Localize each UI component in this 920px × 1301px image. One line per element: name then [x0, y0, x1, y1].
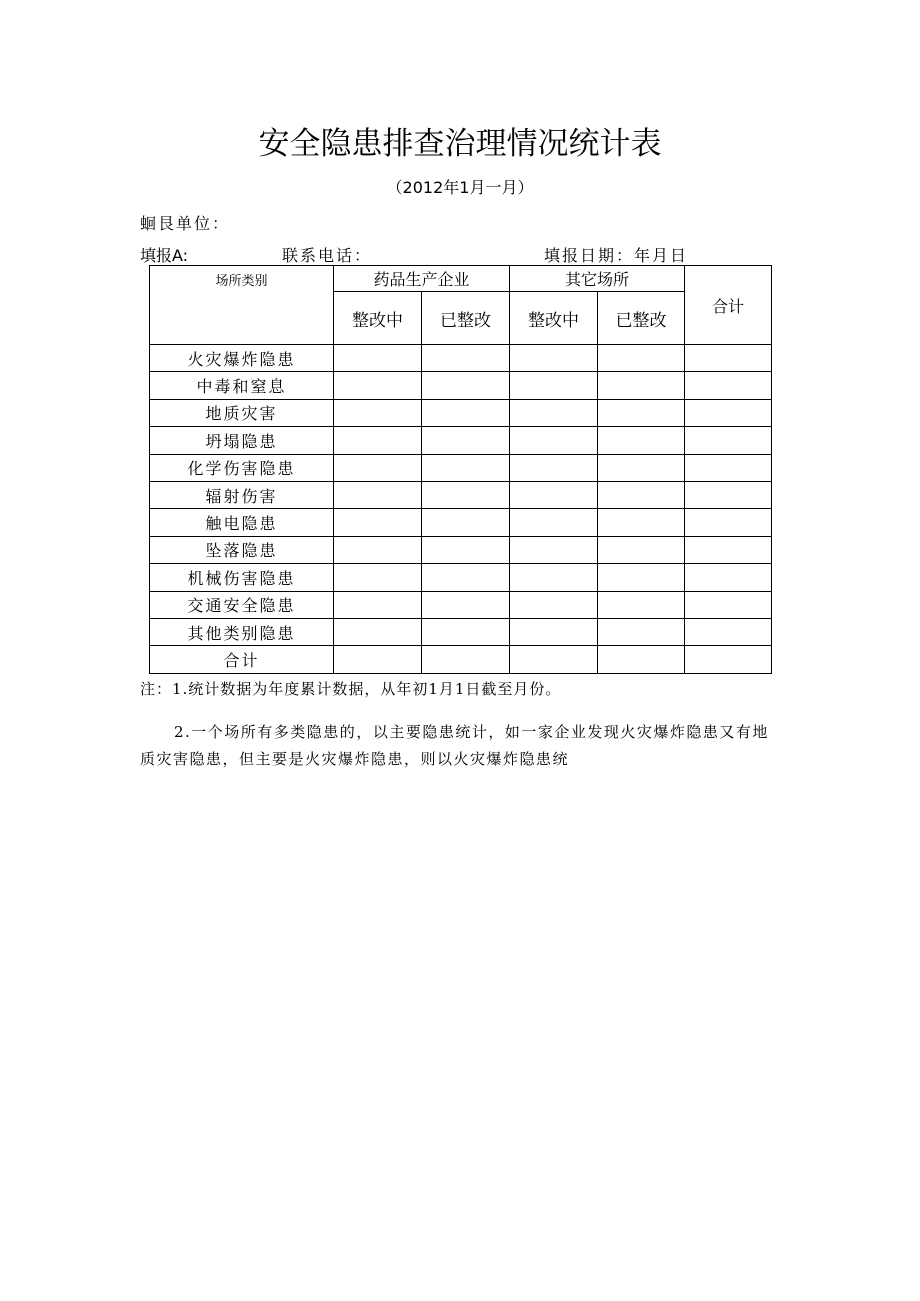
- total-column-header: 合计: [685, 266, 772, 345]
- empty-data-cell[interactable]: [685, 427, 772, 454]
- empty-data-cell[interactable]: [598, 345, 685, 372]
- empty-data-cell[interactable]: [685, 646, 772, 673]
- table-row: [150, 564, 772, 591]
- empty-data-cell[interactable]: [685, 481, 772, 508]
- empty-data-cell[interactable]: [334, 454, 422, 481]
- empty-data-cell[interactable]: [685, 618, 772, 645]
- empty-data-cell[interactable]: [510, 536, 598, 563]
- empty-data-cell[interactable]: [422, 399, 510, 426]
- row-category-label: 坍塌隐患: [150, 427, 334, 454]
- empty-data-cell[interactable]: [510, 427, 598, 454]
- empty-data-cell[interactable]: [510, 345, 598, 372]
- empty-data-cell[interactable]: [685, 372, 772, 399]
- empty-data-cell[interactable]: [422, 618, 510, 645]
- table-body: [150, 345, 772, 674]
- hazard-statistics-table: [149, 265, 772, 674]
- empty-data-cell[interactable]: [685, 509, 772, 536]
- table-row: [150, 345, 772, 372]
- group-header-pharma: 药品生产企业: [334, 266, 510, 292]
- empty-data-cell[interactable]: [598, 509, 685, 536]
- table-row: [150, 509, 772, 536]
- table-row: [150, 591, 772, 618]
- empty-data-cell[interactable]: [598, 536, 685, 563]
- empty-data-cell[interactable]: [598, 454, 685, 481]
- reporter-label: 填报A:: [140, 246, 189, 265]
- row-category-label: 中毒和窒息: [150, 372, 334, 399]
- phone-label: 联系电话：: [282, 246, 373, 265]
- empty-data-cell[interactable]: [422, 372, 510, 399]
- subheader-other-rectified: 已整改: [598, 292, 685, 345]
- row-category-label: 坠落隐患: [150, 536, 334, 563]
- document-title: 安全隐患排查治理情况统计表: [258, 126, 662, 162]
- row-category-label: 地质灾害: [150, 399, 334, 426]
- report-date-label: 填报日期：年月日: [544, 246, 689, 265]
- report-period: （2012年1月一月）: [386, 178, 534, 197]
- table-row: [150, 399, 772, 426]
- table-row: [150, 454, 772, 481]
- empty-data-cell[interactable]: [422, 345, 510, 372]
- empty-data-cell[interactable]: [510, 481, 598, 508]
- empty-data-cell[interactable]: [334, 427, 422, 454]
- row-category-label: 辐射伤害: [150, 481, 334, 508]
- empty-data-cell[interactable]: [422, 509, 510, 536]
- empty-data-cell[interactable]: [334, 646, 422, 673]
- note-2: 2.一个场所有多类隐患的，以主要隐患统计，如一家企业发现火灾爆炸隐患又有地质灾害隐患，但主要是火灾爆炸隐患，则以火灾爆炸隐患统: [140, 723, 769, 768]
- empty-data-cell[interactable]: [510, 591, 598, 618]
- empty-data-cell[interactable]: [334, 536, 422, 563]
- empty-data-cell[interactable]: [510, 618, 598, 645]
- empty-data-cell[interactable]: [510, 509, 598, 536]
- table-row: [150, 646, 772, 673]
- unit-label: 蛔艮单位：: [140, 214, 231, 233]
- empty-data-cell[interactable]: [422, 481, 510, 508]
- corner-header: 场所类别: [150, 266, 334, 345]
- row-category-label: 火灾爆炸隐患: [150, 345, 334, 372]
- row-category-label: 交通安全隐患: [150, 591, 334, 618]
- empty-data-cell[interactable]: [510, 454, 598, 481]
- empty-data-cell[interactable]: [422, 646, 510, 673]
- row-category-label: 合计: [150, 646, 334, 673]
- empty-data-cell[interactable]: [685, 536, 772, 563]
- empty-data-cell[interactable]: [685, 399, 772, 426]
- empty-data-cell[interactable]: [598, 399, 685, 426]
- empty-data-cell[interactable]: [598, 591, 685, 618]
- empty-data-cell[interactable]: [334, 564, 422, 591]
- empty-data-cell[interactable]: [598, 564, 685, 591]
- table-row: [150, 372, 772, 399]
- empty-data-cell[interactable]: [422, 427, 510, 454]
- empty-data-cell[interactable]: [510, 646, 598, 673]
- empty-data-cell[interactable]: [422, 564, 510, 591]
- subheader-pharma-rectified: 已整改: [422, 292, 510, 345]
- subheader-other-rectifying: 整改中: [510, 292, 598, 345]
- empty-data-cell[interactable]: [685, 564, 772, 591]
- empty-data-cell[interactable]: [685, 591, 772, 618]
- empty-data-cell[interactable]: [334, 509, 422, 536]
- empty-data-cell[interactable]: [598, 481, 685, 508]
- note-1: 注：1.统计数据为年度累计数据，从年初1月1日截至月份。: [140, 680, 562, 698]
- empty-data-cell[interactable]: [510, 564, 598, 591]
- empty-data-cell[interactable]: [422, 536, 510, 563]
- empty-data-cell[interactable]: [422, 591, 510, 618]
- empty-data-cell[interactable]: [334, 372, 422, 399]
- empty-data-cell[interactable]: [334, 591, 422, 618]
- empty-data-cell[interactable]: [598, 372, 685, 399]
- empty-data-cell[interactable]: [334, 481, 422, 508]
- empty-data-cell[interactable]: [422, 454, 510, 481]
- table-row: [150, 618, 772, 645]
- table-row: [150, 427, 772, 454]
- empty-data-cell[interactable]: [685, 345, 772, 372]
- table-row: [150, 536, 772, 563]
- table-row: [150, 481, 772, 508]
- empty-data-cell[interactable]: [598, 618, 685, 645]
- row-category-label: 触电隐患: [150, 509, 334, 536]
- row-category-label: 化学伤害隐患: [150, 454, 334, 481]
- row-category-label: 其他类别隐患: [150, 618, 334, 645]
- empty-data-cell[interactable]: [334, 399, 422, 426]
- empty-data-cell[interactable]: [334, 618, 422, 645]
- row-category-label: 机械伤害隐患: [150, 564, 334, 591]
- empty-data-cell[interactable]: [685, 454, 772, 481]
- empty-data-cell[interactable]: [598, 427, 685, 454]
- empty-data-cell[interactable]: [598, 646, 685, 673]
- group-header-other: 其它场所: [510, 266, 685, 292]
- empty-data-cell[interactable]: [510, 399, 598, 426]
- empty-data-cell[interactable]: [510, 372, 598, 399]
- subheader-pharma-rectifying: 整改中: [334, 292, 422, 345]
- empty-data-cell[interactable]: [334, 345, 422, 372]
